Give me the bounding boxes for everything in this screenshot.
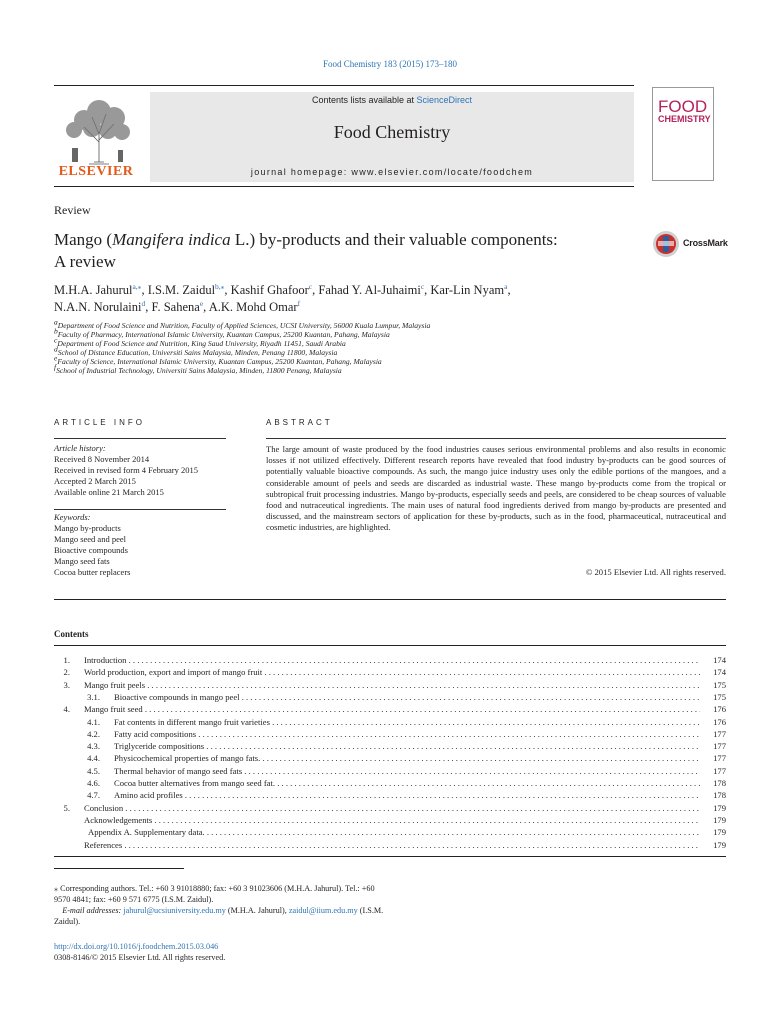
author: A.K. Mohd Omar — [208, 300, 298, 314]
author-list — [54, 282, 694, 316]
author-separator: , — [312, 283, 319, 297]
footnote-corresponding: Corresponding authors. Tel.: +60 3 91018880; fax: +60 3 91023606 (M.H.A. Jahurul). Tel.: +60 9570 4841; fax: +60 9 571 6775 (I.S.M. Zaidul). — [54, 884, 375, 904]
keyword: Cocoa butter replacers — [54, 567, 131, 577]
contents-top-rule — [54, 645, 726, 646]
toc-entry-title[interactable]: Cocoa butter alternatives from mango seed fat. . . . — [114, 777, 700, 789]
toc-entry-title[interactable]: Thermal behavior of mango seed fats . . . — [114, 765, 700, 777]
toc-entry-title[interactable]: Mango fruit peels . . . — [84, 679, 700, 691]
email-label: E-mail addresses: — [62, 906, 122, 915]
affiliation-mark: e — [54, 353, 58, 363]
author-separator: , — [507, 283, 511, 297]
toc-entry[interactable] — [54, 716, 726, 728]
toc-entry-number: 2. — [63, 667, 70, 678]
affiliation — [54, 344, 694, 357]
affiliation-mark: a — [54, 317, 58, 327]
author-affiliation-mark[interactable]: d — [141, 298, 146, 308]
affiliation-text: School of Industrial Technology, Universiti Sains Malaysia, Minden, 11800 Penang, Malaysia — [56, 366, 342, 375]
footnote-rule — [54, 868, 184, 869]
toc-entry[interactable] — [54, 789, 726, 801]
author: F. Sahena — [151, 300, 200, 314]
keyword: Mango by-products — [54, 523, 121, 533]
author-affiliation-mark[interactable]: f — [297, 298, 301, 308]
elsevier-wordmark: ELSEVIER — [58, 164, 134, 179]
author-affiliation-mark[interactable]: c — [420, 281, 425, 291]
toc-entry-title[interactable]: Introduction . . . — [84, 654, 700, 666]
toc-entry-page: 178 — [702, 777, 726, 789]
toc-entry-title[interactable]: References . . . — [84, 839, 700, 851]
toc-entry-page: 179 — [702, 839, 726, 851]
toc-entry-page: 176 — [702, 716, 726, 728]
affiliation-mark: b — [54, 326, 58, 336]
toc-entry-page: 175 — [702, 691, 726, 703]
toc-entry-page: 177 — [702, 728, 726, 740]
toc-entry-page: 174 — [702, 666, 726, 678]
toc-entry[interactable] — [54, 691, 726, 703]
toc-entry[interactable] — [54, 839, 726, 851]
history-item: Received 8 November 2014 — [54, 454, 150, 464]
history-label: Article history: — [54, 443, 106, 453]
homepage-prefix: journal homepage: — [250, 167, 352, 177]
author: Fahad Y. Al-Juhaimi — [318, 283, 421, 297]
toc-entry-title[interactable]: Fatty acid compositions . . . — [114, 728, 700, 740]
contents-bottom-rule — [54, 856, 726, 857]
toc-entry-title[interactable]: Acknowledgements . . . — [84, 814, 700, 826]
affiliation-text: Faculty of Pharmacy, International Islamic University, Kuantan Campus, 25200 Kuantan, Pahang, Malaysia — [57, 330, 390, 339]
abstract-heading: ABSTRACT — [266, 418, 333, 427]
email-owner: (M.H.A. Jahurul), — [225, 906, 289, 915]
toc-entry-page: 175 — [702, 679, 726, 691]
toc-entry[interactable] — [54, 802, 726, 814]
article-type-label: Review — [54, 203, 91, 217]
header-top-rule — [54, 85, 634, 86]
author-separator: , — [224, 283, 231, 297]
affiliation — [54, 317, 694, 330]
title-part-2: L.) by-products and their valuable components: — [230, 230, 558, 249]
abstract-rule — [266, 438, 726, 439]
article-history — [54, 443, 198, 498]
toc-entry-page: 174 — [702, 654, 726, 666]
journal-title: Food Chemistry — [333, 122, 451, 142]
toc-entry-number: 4.7. — [87, 790, 100, 801]
toc-entry-number: 4.4. — [87, 753, 100, 764]
keywords-list — [54, 512, 130, 578]
affiliation-text: Department of Food Science and Nutrition, King Saud University, Riyadh 11451, Saudi Arabia — [57, 339, 346, 348]
cover-title-line1: FOOD — [658, 97, 708, 116]
author: M.H.A. Jahurul — [54, 283, 133, 297]
contents-heading: Contents — [54, 629, 89, 639]
affiliation — [54, 362, 694, 375]
keywords-label: Keywords: — [54, 512, 91, 522]
author-separator: , — [203, 300, 209, 314]
abstract-text: The large amount of waste produced by the food industries causes serious environmental problems and also results in economic losses if not utilized effectively. Different research reports have revealed that food industry by-products can be good sources of potentially valuable bioactive compounds. As such, the mango juice industry uses only the edible portions of the mangoes, and a considerable amount of peels and seeds are discarded as industrial waste. These mango by-products come from the tropical or subtropical fruit processing industries. Mango by-products, especially seeds and peels, are considered to be cheap sources of valuable food and nutraceutical ingredients. The main uses of natural food ingredients derived from mango by-products are presented and discussed, and the mainstream sectors of application for these by-products, such as in the food, pharmaceutical, nutraceutical and cosmetic industries, are highlighted. — [266, 444, 726, 533]
doi-link[interactable]: http://dx.doi.org/10.1016/j.foodchem.2015.03.046 — [54, 942, 219, 951]
toc-entry[interactable] — [54, 765, 726, 777]
journal-cover-title — [658, 98, 711, 124]
toc-entry[interactable] — [54, 679, 726, 691]
author-affiliation-mark[interactable]: a — [504, 281, 508, 291]
article-info-heading: ARTICLE INFO — [54, 418, 145, 427]
toc-entry-title[interactable]: Conclusion . . . — [84, 802, 700, 814]
keyword: Mango seed fats — [54, 556, 110, 566]
author-separator: , — [141, 283, 148, 297]
email-owner: (I.S.M. Zaidul). — [54, 906, 384, 926]
toc-entry[interactable] — [54, 777, 726, 789]
title-part-1: Mango ( — [54, 230, 113, 249]
history-item: Accepted 2 March 2015 — [54, 476, 136, 486]
author-affiliation-mark[interactable]: e — [199, 298, 204, 308]
affiliation-text: Department of Food Science and Nutrition, Faculty of Applied Sciences, UCSI University, 56000 Kuala Lumpur, Malaysia — [57, 321, 431, 330]
affiliation — [54, 353, 694, 366]
affiliation-text: School of Distance Education, Universiti Sains Malaysia, Minden, Penang 11800, Malaysia — [57, 348, 338, 357]
author: Kashif Ghafoor — [230, 283, 309, 297]
toc-entry[interactable] — [54, 740, 726, 752]
toc-entry-number: 4.6. — [87, 778, 100, 788]
toc-entry[interactable] — [54, 814, 726, 826]
affiliation — [54, 335, 694, 348]
journal-citation-link[interactable]: Food Chemistry 183 (2015) 173–180 — [323, 59, 457, 69]
toc-entry-page: 179 — [702, 802, 726, 814]
doi-block — [54, 941, 225, 963]
keyword: Mango seed and peel — [54, 534, 126, 544]
toc-entry-title[interactable]: Fat contents in different mango fruit varieties . . . — [114, 716, 700, 728]
toc-entry[interactable] — [54, 666, 726, 678]
toc-entry-number: 3. — [63, 679, 70, 690]
history-item: Available online 21 March 2015 — [54, 487, 164, 497]
toc-entry-title[interactable]: Amino acid profiles . . . — [114, 789, 700, 801]
title-species-name: Mangifera indica — [112, 230, 231, 249]
toc-entry[interactable] — [54, 752, 726, 764]
toc-entry-page: 178 — [702, 789, 726, 801]
toc-entry-number: 4.5. — [87, 765, 100, 776]
keywords-rule — [54, 509, 226, 510]
history-item: Received in revised form 4 February 2015 — [54, 465, 198, 475]
toc-entry-page: 177 — [702, 752, 726, 764]
crossmark-icon[interactable] — [652, 230, 680, 258]
issn-line: 0308-8146/© 2015 Elsevier Ltd. All rights reserved. — [54, 953, 226, 962]
toc-entry-number: 4.3. — [87, 741, 100, 752]
affiliation — [54, 326, 694, 339]
article-info-rule — [54, 438, 226, 439]
keyword: Bioactive compounds — [54, 545, 128, 555]
toc-entry-number: 3.1. — [87, 691, 100, 702]
toc-entry-title[interactable]: Physicochemical properties of mango fats. . . . — [114, 752, 700, 764]
author-affiliation-mark[interactable]: b,⁎ — [215, 281, 225, 291]
corresponding-author-footnote — [54, 883, 384, 927]
toc-entry-title[interactable]: Triglyceride compositions . . . — [114, 740, 700, 752]
toc-entry-page: 176 — [702, 703, 726, 715]
author: N.A.N. Norulaini — [54, 300, 142, 314]
toc-entry[interactable] — [54, 826, 726, 838]
toc-entry-number: 1. — [63, 655, 70, 665]
contents-availability-line — [150, 95, 634, 105]
toc-entry-number: 5. — [63, 802, 70, 813]
affiliation-mark: c — [54, 335, 58, 345]
journal-homepage-line — [150, 167, 634, 177]
author: Kar-Lin Nyam — [430, 283, 505, 297]
article-title — [54, 229, 654, 273]
toc-entry-title[interactable]: World production, export and import of mango fruit . . . — [84, 666, 700, 678]
affiliation-list — [54, 317, 694, 375]
affiliation-text: Faculty of Science, International Islamic University, Kuantan Campus, 25200 Kuantan, Pahang, Malaysia — [57, 357, 382, 366]
toc-entry-page: 179 — [702, 814, 726, 826]
toc-entry-page: 177 — [702, 740, 726, 752]
crossmark-label[interactable]: CrossMark — [683, 238, 728, 248]
section-divider — [54, 599, 726, 600]
author-affiliation-mark[interactable]: a,⁎ — [132, 281, 142, 291]
footnote-star: ⁎ — [54, 884, 59, 893]
toc-entry-title[interactable]: Mango fruit seed . . . — [84, 703, 700, 715]
toc-entry-number: 4.2. — [87, 728, 100, 739]
toc-entry-page: 177 — [702, 765, 726, 777]
affiliation-mark: d — [54, 344, 58, 354]
email-link[interactable]: jahurul@ucsiuniversity.edu.my — [123, 906, 226, 915]
author-separator: , — [424, 283, 431, 297]
toc-entry-title[interactable]: Appendix A. Supplementary data. . . . — [88, 826, 700, 838]
cover-title-line2: CHEMISTRY — [658, 114, 711, 124]
email-link[interactable]: zaidul@iium.edu.my — [288, 906, 358, 915]
toc-entry-title[interactable]: Bioactive compounds in mango peel . . . — [114, 691, 700, 703]
affiliation-mark: f — [54, 362, 57, 372]
toc-entry-number: 4. — [63, 704, 70, 715]
toc-entry-number: 4.1. — [87, 716, 100, 727]
toc-entry[interactable] — [54, 654, 726, 666]
contents-prefix: Contents lists available at — [311, 95, 417, 105]
homepage-url-link[interactable]: www.elsevier.com/locate/foodchem — [351, 167, 534, 177]
toc-entry-page: 179 — [702, 826, 726, 838]
author-separator: , — [145, 300, 152, 314]
header-bottom-rule — [54, 186, 634, 187]
abstract-copyright: © 2015 Elsevier Ltd. All rights reserved. — [585, 567, 726, 577]
sciencedirect-link[interactable]: ScienceDirect — [416, 95, 473, 105]
toc-entry[interactable] — [54, 703, 726, 715]
toc-entry[interactable] — [54, 728, 726, 740]
author-affiliation-mark[interactable]: c — [308, 281, 313, 291]
title-line-2: A review — [54, 252, 116, 271]
author: I.S.M. Zaidul — [147, 283, 216, 297]
